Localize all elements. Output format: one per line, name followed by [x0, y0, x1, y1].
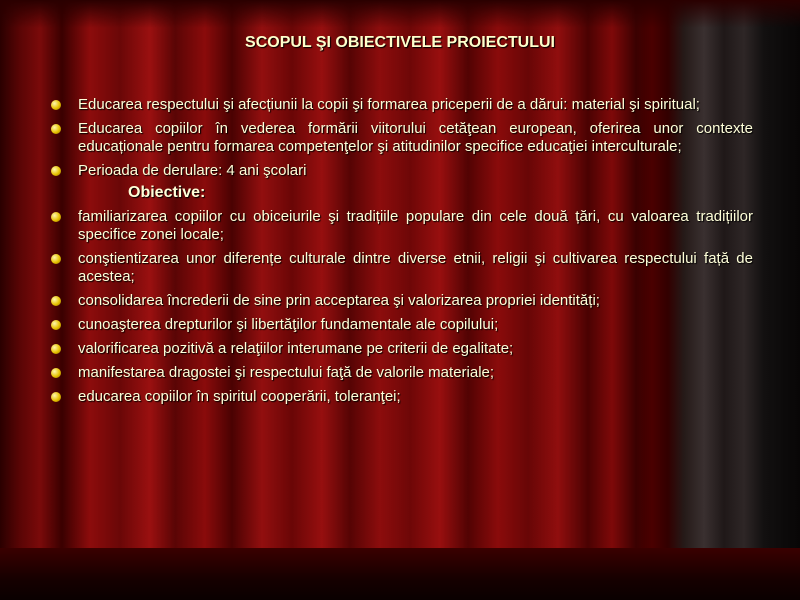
bullet-icon: [51, 100, 61, 110]
slide-title: SCOPUL ŞI OBIECTIVELE PROIECTULUI: [245, 34, 555, 51]
bullet-item: [48, 96, 753, 114]
bullet-icon: [51, 254, 61, 264]
curtain-valance: [0, 0, 800, 28]
bullet-text: Educarea respectului şi afecțiunii la copii şi formarea priceperii de a dărui: material şi spiritual;: [78, 96, 700, 113]
objective-text: valorificarea pozitivă a relaţiilor interumane pe criterii de egalitate;: [78, 340, 514, 357]
stage-floor: [0, 548, 800, 600]
objective-text: manifestarea dragostei şi respectului faţă de valorile materiale;: [78, 364, 495, 381]
objective-item: [48, 292, 753, 310]
objective-text: educarea copiilor în spiritul cooperării, toleranţei;: [78, 388, 401, 405]
bullet-icon: [51, 344, 61, 354]
bullet-item: [48, 120, 753, 156]
bullet-icon: [51, 296, 61, 306]
bullet-text: Perioada de derulare: 4 ani şcolari: [78, 162, 307, 179]
objective-text: cunoaşterea drepturilor şi libertăţilor fundamentale ale copilului;: [78, 316, 499, 333]
bullet-icon: [51, 166, 61, 176]
bullet-item: [48, 162, 753, 180]
objective-text: consolidarea încrederii de sine prin acceptarea şi valorizarea propriei identități;: [78, 292, 600, 309]
bullet-icon: [51, 368, 61, 378]
bullet-text: Educarea copiilor în vederea formării viitorului cetăţean european, oferirea unor contexte educaționale pentru formarea competenţelor şi atitudinilor specifice educaţiei interculturale;: [78, 120, 753, 155]
objective-item: [48, 388, 753, 406]
bullet-icon: [51, 212, 61, 222]
objective-item: [48, 340, 753, 358]
objective-item: [48, 250, 753, 286]
objective-item: [48, 316, 753, 334]
bullet-icon: [51, 320, 61, 330]
objective-item: [48, 364, 753, 382]
objective-item: [48, 208, 753, 244]
bullet-icon: [51, 392, 61, 402]
objective-text: familiarizarea copiilor cu obiceiurile şi tradițiile populare din cele două țări, cu valoarea tradițiilor specifice zonei locale;: [78, 208, 753, 243]
bullet-icon: [51, 124, 61, 134]
objectives-heading: Obiective:: [128, 184, 206, 201]
objective-text: conştientizarea unor diferențe culturale dintre diverse etnii, religii şi cultivarea respectului față de acestea;: [78, 250, 753, 285]
slide-content: [48, 96, 753, 412]
